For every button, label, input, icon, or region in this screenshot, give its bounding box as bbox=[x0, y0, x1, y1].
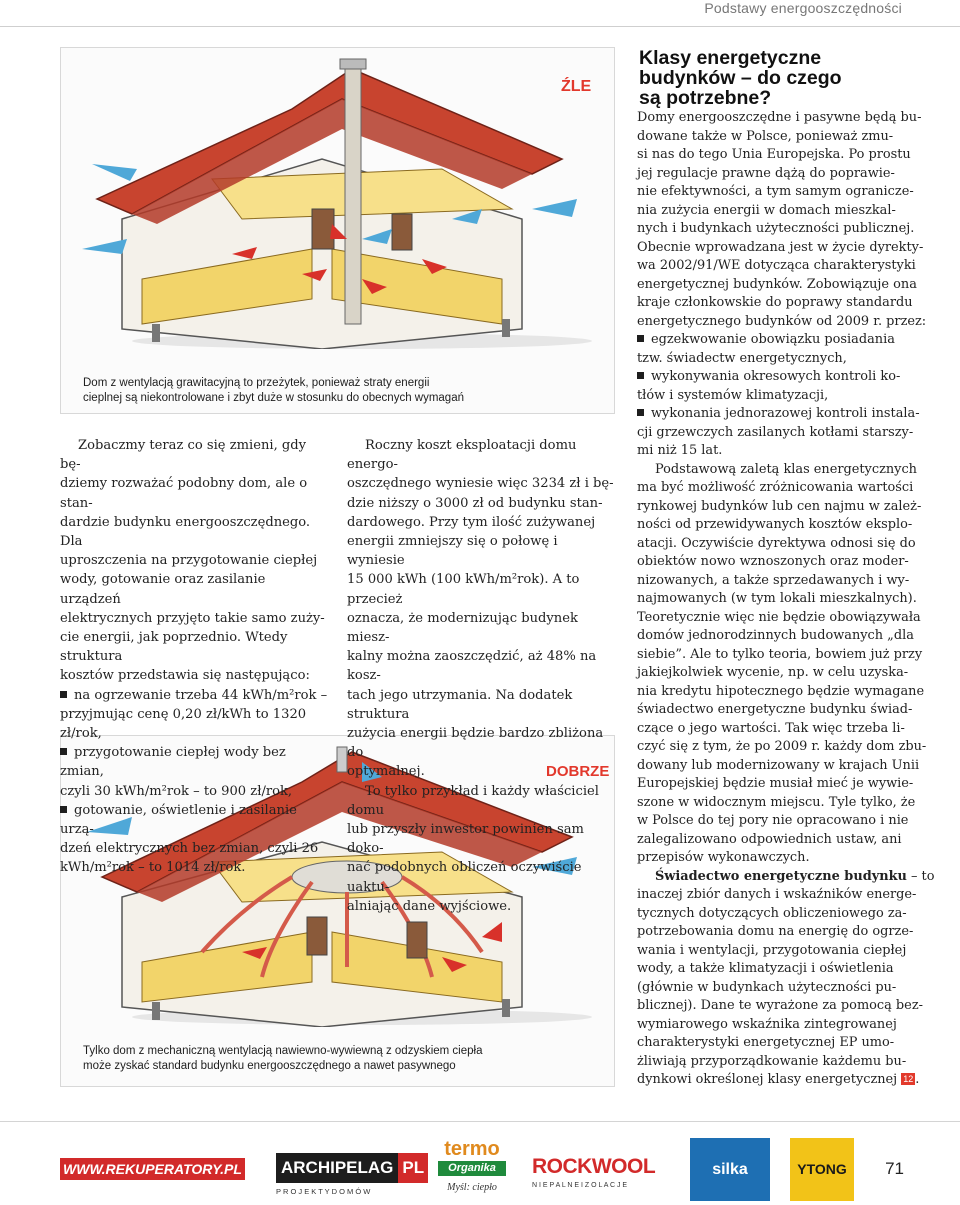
text-line: przepisów wykonawczych. bbox=[637, 850, 810, 865]
house-illustration-gravity-ventilation bbox=[62, 49, 615, 349]
text-line: Europejskiej będzie musiał mieć je wywie- bbox=[637, 776, 914, 791]
text-line: mi niż 15 lat. bbox=[637, 443, 723, 458]
text-line: wody, a także klimatyzacji i oświetlenia bbox=[637, 961, 894, 976]
text-line: dzie niższy o 3000 zł od budynku stan- bbox=[347, 495, 603, 511]
logo-text: ROCKWOOL bbox=[532, 1155, 656, 1178]
logo-ytong[interactable] bbox=[790, 1138, 854, 1201]
heading-line: budynków – do czego bbox=[639, 67, 842, 89]
bullet-item bbox=[637, 368, 937, 387]
text-line: czyć się z tym, że po 2009 r. każdy dom zbu- bbox=[637, 739, 927, 754]
text-line: energii zmniejszy się o połowę i wyniesie bbox=[347, 534, 558, 569]
text-line: czące o jego wartości. Tak więc trzeba li- bbox=[637, 720, 905, 736]
figure-bad-caption-line: cieplnej są niekontrolowane i zbyt duże w stosunku do obecnych wymagań bbox=[83, 392, 464, 404]
text-line: nia kredytu hipotecznego będzie wymagane bbox=[637, 683, 925, 699]
text-line: kosztów przedstawia się następująco: bbox=[60, 668, 310, 684]
logo-text: Organika bbox=[438, 1161, 506, 1176]
text-line: kWh/m²rok – to 1014 zł/rok. bbox=[60, 860, 246, 876]
text-fragment: dynkowi określonej klasy energetycznej bbox=[637, 1072, 898, 1087]
text-line: dziemy rozważać podobny dom, ale o stan- bbox=[60, 476, 308, 511]
column-3 bbox=[637, 109, 937, 1090]
text-line: na ogrzewanie trzeba 44 kWh/m²rok – bbox=[74, 687, 328, 703]
text-line: egzekwowanie obowiązku posiadania bbox=[651, 332, 895, 347]
text-line: ności od przewidywanych kosztów eksplo- bbox=[637, 517, 913, 532]
term-bold: Świadectwo energetyczne budynku bbox=[655, 868, 907, 884]
text-line: kalny można zaoszczędzić, aż 48% na kosz- bbox=[347, 649, 597, 684]
text-line: elektrycznych przyjęto takie samo zuży- bbox=[60, 610, 325, 626]
text-line: rynkowej budynków lub cen najmu w zależ- bbox=[637, 498, 922, 514]
figure-good-caption bbox=[83, 1044, 603, 1074]
logo-archipelag[interactable] bbox=[276, 1153, 425, 1201]
figure-bad-caption bbox=[83, 376, 603, 406]
text-line: To tylko przykład i każdy właściciel domu bbox=[347, 783, 599, 818]
text-line: dowany lub modernizowany w krajach Unii bbox=[637, 757, 920, 773]
text-line: dardzie budynku energooszczędnego. Dla bbox=[60, 514, 311, 550]
text-line: świadectwo energetyczne budynku świad- bbox=[637, 702, 913, 717]
bullet-item bbox=[637, 405, 937, 424]
text-line: blicznej). Dane te wyrażone za pomocą bez- bbox=[637, 998, 923, 1013]
text-line: tach jego utrzymania. Na dodatek struktura bbox=[347, 687, 573, 722]
text-line: zalegalizowano odpowiednich ustaw, ani bbox=[637, 831, 902, 847]
text-line: dardowego. Przy tym ilość zużywanej bbox=[347, 514, 596, 530]
figure-bad-house bbox=[60, 47, 615, 414]
logo-rockwool[interactable] bbox=[532, 1155, 672, 1195]
text-line: dowane także w Polsce, ponieważ zmu- bbox=[637, 128, 894, 144]
text-line: dzeń elektrycznych bez zmian, czyli 26 bbox=[60, 841, 319, 857]
text-line: charakterystyki energetycznej EP umo- bbox=[637, 1035, 895, 1050]
text-line: tłów i systemów klimatyzacji, bbox=[637, 387, 829, 403]
text-line: si nas do tego Unia Europejska. Po prostu bbox=[637, 147, 911, 162]
bullet-item bbox=[637, 331, 937, 350]
text-line: tzw. świadectw energetycznych, bbox=[637, 350, 847, 366]
logo-subtext: Myśl: ciepło bbox=[447, 1182, 497, 1193]
text-line: nie efektywności, a tym samym ogranicze- bbox=[637, 184, 914, 199]
logo-text: silka bbox=[712, 1161, 748, 1178]
text-line: cie energii, jak poprzednio. Wtedy struktura bbox=[60, 630, 288, 665]
running-header: Podstawy energooszczędności bbox=[704, 0, 902, 16]
logo-text: WWW.REKUPERATORY.PL bbox=[63, 1161, 242, 1177]
text-line: inaczej zbiór danych i wskaźników energe- bbox=[637, 887, 917, 902]
figure-tag-bad: ŹLE bbox=[561, 78, 592, 95]
text-line: Roczny koszt eksploatacji domu energo- bbox=[347, 438, 577, 473]
text-line: energetycznej budynków. Zobowiązuje ona bbox=[637, 276, 917, 292]
text-line: Podstawową zaletą klas energetycznych bbox=[655, 461, 917, 477]
text-line: wymiarowego wskaźnika zintegrowanej bbox=[637, 1016, 897, 1032]
text-line: tycznych dotyczących obliczeniowego za- bbox=[637, 905, 907, 921]
text-line: 15 000 kWh (100 kWh/m²rok). A to przecież bbox=[347, 572, 580, 607]
heading-line: Klasy energetyczne bbox=[639, 47, 822, 69]
text-line: cji grzewczych zasilanych kotłami starszy- bbox=[637, 424, 914, 440]
text-line: nizowanych, a także sprzedawanych i wy- bbox=[637, 572, 910, 588]
text-line: żliwiają przyporządkowanie każdemu bu- bbox=[637, 1053, 907, 1069]
text-line: w Polsce do tej pory nie opracowano i nie bbox=[637, 813, 909, 828]
figure-good-caption-line: Tylko dom z mechaniczną wentylacją nawiewno-wywiewną z odzyskiem ciepła bbox=[83, 1045, 483, 1057]
text-line: jej regulacje prawne dążą do poprawie- bbox=[637, 165, 895, 181]
text-line: gotowanie, oświetlenie i zasilanie urzą- bbox=[60, 802, 297, 838]
logo-rekuperatory[interactable] bbox=[60, 1158, 245, 1180]
logo-termo-organika[interactable] bbox=[432, 1138, 512, 1200]
text-line: uproszczenia na przygotowanie ciepłej bbox=[60, 553, 318, 569]
text-line: lub przyszły inwestor powinien sam doko- bbox=[347, 822, 584, 857]
text-fragment: – to bbox=[906, 868, 935, 884]
text-line: przyjmując cenę 0,20 zł/kWh to 1320 zł/rok, bbox=[60, 706, 307, 742]
text-line: (głównie w budynkach użyteczności pu- bbox=[637, 979, 897, 995]
text-line: wania i wentylacji, przygotowania ciepłej bbox=[637, 942, 907, 958]
heading-line: są potrzebne? bbox=[639, 87, 772, 109]
logo-text: termo bbox=[444, 1138, 500, 1160]
text-line: nać podobnych obliczeń oczywiście uaktu- bbox=[347, 860, 582, 895]
logo-text: PL bbox=[398, 1153, 428, 1183]
text-line: optymalnej. bbox=[347, 764, 425, 780]
text-line: czyli 30 kWh/m²rok – to 900 zł/rok, bbox=[60, 783, 293, 799]
section-heading bbox=[639, 48, 919, 108]
text-line: ma być możliwość zróżnicowania wartości bbox=[637, 480, 914, 495]
figure-good-caption-line: może zyskać standard budynku energooszczędnego a nawet pasywnego bbox=[83, 1060, 456, 1072]
text-line: siebie”. Ale to tylko teoria, bowiem już przy bbox=[637, 646, 923, 662]
text-line: wykonania jednorazowej kontroli instala- bbox=[651, 406, 920, 421]
text-line: zużycia energii będzie bardzo zbliżona do bbox=[347, 726, 604, 761]
text-line: alniając dane wyjściowe. bbox=[347, 898, 512, 914]
text-line: nia zużycia energii w domach mieszkal- bbox=[637, 202, 896, 218]
text-line: domów jednorodzinnych budowanych „dla bbox=[637, 628, 914, 643]
header-rule bbox=[0, 26, 960, 27]
bullet-item bbox=[60, 743, 330, 781]
text-line: Obecnie wprowadzana jest w życie dyrekty- bbox=[637, 239, 924, 255]
logo-subtext: P R O J E K T Y D O M Ó W bbox=[276, 1187, 371, 1196]
bullet-item bbox=[60, 686, 330, 705]
figure-tag-good: DOBRZE bbox=[546, 763, 610, 780]
text-line: jakiejkolwiek wycenie, np. w celu uzyska- bbox=[637, 665, 909, 680]
text-line: oznacza, że modernizując budynek miesz- bbox=[347, 610, 578, 646]
text-line: potrzebowania domu na energię do ogrze- bbox=[637, 924, 914, 939]
logo-subtext: N I E P A L N E I Z O L A C J E bbox=[532, 1182, 628, 1189]
logo-silka[interactable] bbox=[690, 1138, 770, 1201]
text-line: wa 2002/91/WE dotycząca charakterystyki bbox=[637, 258, 916, 273]
column-2 bbox=[347, 436, 617, 916]
text-line: Zobaczmy teraz co się zmieni, gdy bę- bbox=[60, 438, 307, 473]
column-1 bbox=[60, 436, 330, 878]
text-line: energetycznego budynków od 2009 r. przez: bbox=[637, 313, 927, 329]
text-line bbox=[637, 1071, 937, 1090]
text-line: oszczędnego wyniesie więc 3234 zł i bę- bbox=[347, 476, 614, 492]
text-line: najmowanych (w tym lokali mieszkalnych). bbox=[637, 591, 917, 606]
text-line: szone w widocznym miejscu. Tyle tylko, że bbox=[637, 794, 916, 810]
text-line: Domy energooszczędne i pasywne będą bu- bbox=[637, 110, 922, 125]
figure-bad-caption-line: Dom z wentylacją grawitacyjną to przeżytek, ponieważ straty energii bbox=[83, 377, 430, 389]
text-line: atacji. Oczywiście dyrektywa odnosi się do bbox=[637, 535, 916, 551]
text-line: kraje członkowskie do poprawy standardu bbox=[637, 295, 913, 310]
text-line: przygotowanie ciepłej wody bez zmian, bbox=[60, 745, 286, 780]
footer-rule bbox=[0, 1121, 960, 1122]
logo-text: ARCHIPELAG bbox=[276, 1153, 398, 1183]
text-line: obiektów nowo wznoszonych oraz moder- bbox=[637, 554, 909, 569]
reference-badge[interactable]: 12 bbox=[903, 1074, 914, 1084]
text-line: wody, gotowanie oraz zasilanie urządzeń bbox=[60, 572, 266, 607]
page-number: 71 bbox=[885, 1159, 904, 1178]
text-line: Teoretycznie więc nie będzie obowiązywała bbox=[637, 609, 921, 625]
text-fragment: . bbox=[915, 1072, 920, 1087]
text-line bbox=[637, 868, 937, 887]
logo-text: YTONG bbox=[797, 1161, 847, 1177]
text-line: nych i budynkach użyteczności publicznej. bbox=[637, 221, 915, 236]
bullet-item bbox=[60, 801, 330, 839]
text-line: wykonywania okresowych kontroli ko- bbox=[651, 369, 901, 384]
